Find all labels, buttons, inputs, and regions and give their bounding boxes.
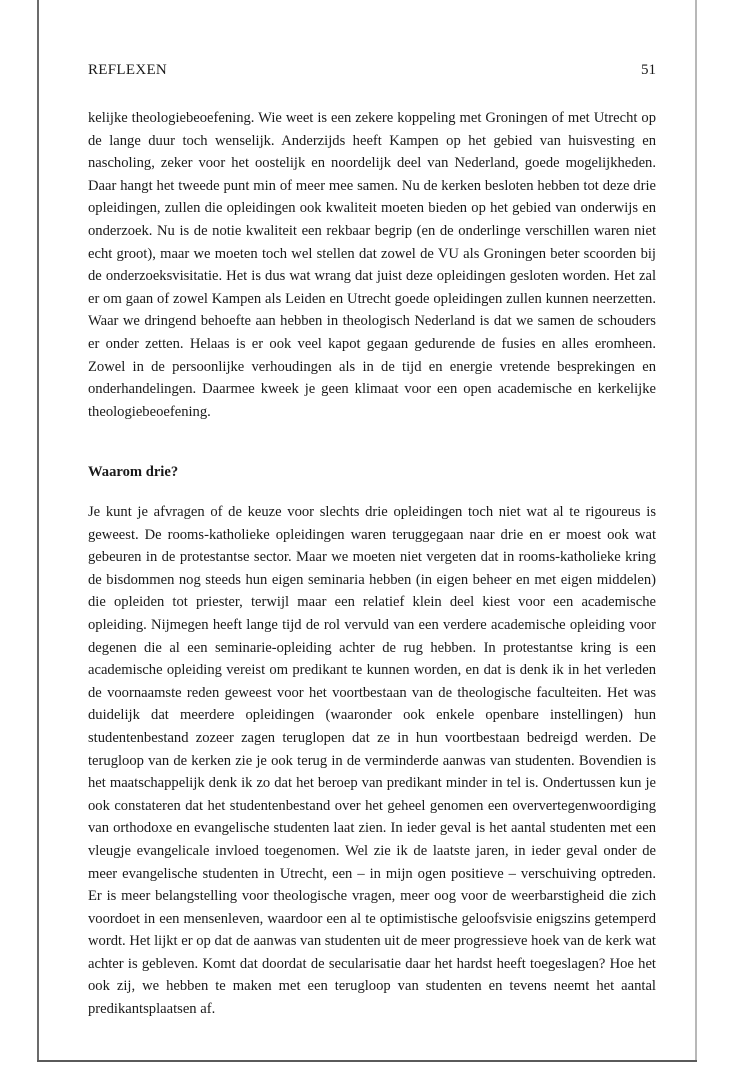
body-paragraph: Je kunt je afvragen of de keuze voor slechts drie opleidingen toch niet wat al te rigoureus is geweest. De rooms-katholieke opleidingen waren teruggegaan naar drie en er moest ook wat gebeuren in de protestantse sector. Maar we moeten niet vergeten dat in rooms-katholieke kring de bisdommen nog steeds hun eigen seminaria hebben (in eigen beheer en met eigen middelen) die opleiden tot priester, terwijl maar een relatief klein deel kiest voor een academische opleiding. Nijmegen heeft lange tijd de rol vervuld van een verdere academische opleiding voor degenen die al een seminarie-opleiding achter de rug hebben. In protestantse kring is een academische opleiding vereist om predikant te kunnen worden, en dat is denk ik in het verleden de voornaamste reden geweest voor het voortbestaan van de theologische faculteiten. Het was duidelijk dat meerdere opleidingen (waaronder ook enkele openbare instellingen) hun studentenbestand zozeer zagen teruglopen dat ze in hun voortbestaan bedreigd werden. De terugloop van de kerken zie je ook terug in de verminderde aanwas van studenten. Bovendien is het maatschappelijk denk ik zo dat het beroep van predikant minder in tel is. Ondertussen kun je ook constateren dat het studentenbestand over het geheel genomen een oververtegenwoordiging van orthodoxe en evangelische studenten laat zien. In ieder geval is het aantal studenten met een vleugje evangelicale invloed toegenomen. Wel zie ik de laatste jaren, in ieder geval onder de meer evangelische studenten in Utrecht, een – in mijn ogen positieve – verschuiving optreden. Er is meer belangstelling voor theologische vragen, meer oog voor de weerbarstigheid die zich voordoet in een mensenleven, waardoor een al te optimistische geloofsvisie enigszins getemperd wordt. Het lijkt er op dat de aanwas van studenten uit de meer progressieve hoek van de kerk wat achter is gebleven. Komt dat doordat de secularisatie daar het hardst heeft toegeslagen? Hoe het ook zij, we hebben te maken met een terugloop van studenten en tevens neemt het aantal predikantsplaatsen af. bbox=[88, 504, 656, 1018]
body-paragraph: kelijke theologiebeoefening. Wie weet is een zekere koppeling met Groningen of met Utrecht op de lange duur toch wenselijk. Anderzijds heeft Kampen op het gebied van huisvesting en nascholing, zeker voor het oostelijk en noordelijk deel van Nederland, goede mogelijkheden. Daar hangt het tweede punt min of meer mee samen. Nu de kerken besloten hebben tot deze drie opleidingen, zullen die opleidingen ook kwaliteit moeten bieden op het gebied van onderwijs en onderzoek. Nu is de notie kwaliteit een rekbaar begrip (en de onderlinge verschillen waren niet echt groot), maar we moeten toch wel stellen dat zowel de VU als Groningen beter scoorden bij de onderzoeksvisitatie. Het is dus wat wrang dat juist deze opleidingen gesloten worden. Het zal er om gaan of zowel Kampen als Leiden en Utrecht goede opleidingen zullen kunnen neerzetten. Waar we dringend behoefte aan hebben in theologisch Nederland is dat we samen de schouders er onder zetten. Helaas is er ook veel kapot gegaan gedurende de fusies en alles eromheen. Zowel in de persoonlijke verhoudingen als in de tijd en energie vretende besprekingen en onderhandelingen. Daarmee kweek je geen klimaat voor een open academische en kerkelijke theologiebeoefening. bbox=[88, 110, 656, 420]
page-number: 51 bbox=[641, 62, 656, 78]
page-edge-right bbox=[695, 0, 697, 1062]
running-header bbox=[88, 62, 656, 84]
running-title: REFLEXEN bbox=[88, 62, 168, 78]
section-heading: Waarom drie? bbox=[88, 464, 179, 480]
page-edge-left bbox=[37, 0, 39, 1062]
page-edge-bottom bbox=[37, 1060, 697, 1062]
